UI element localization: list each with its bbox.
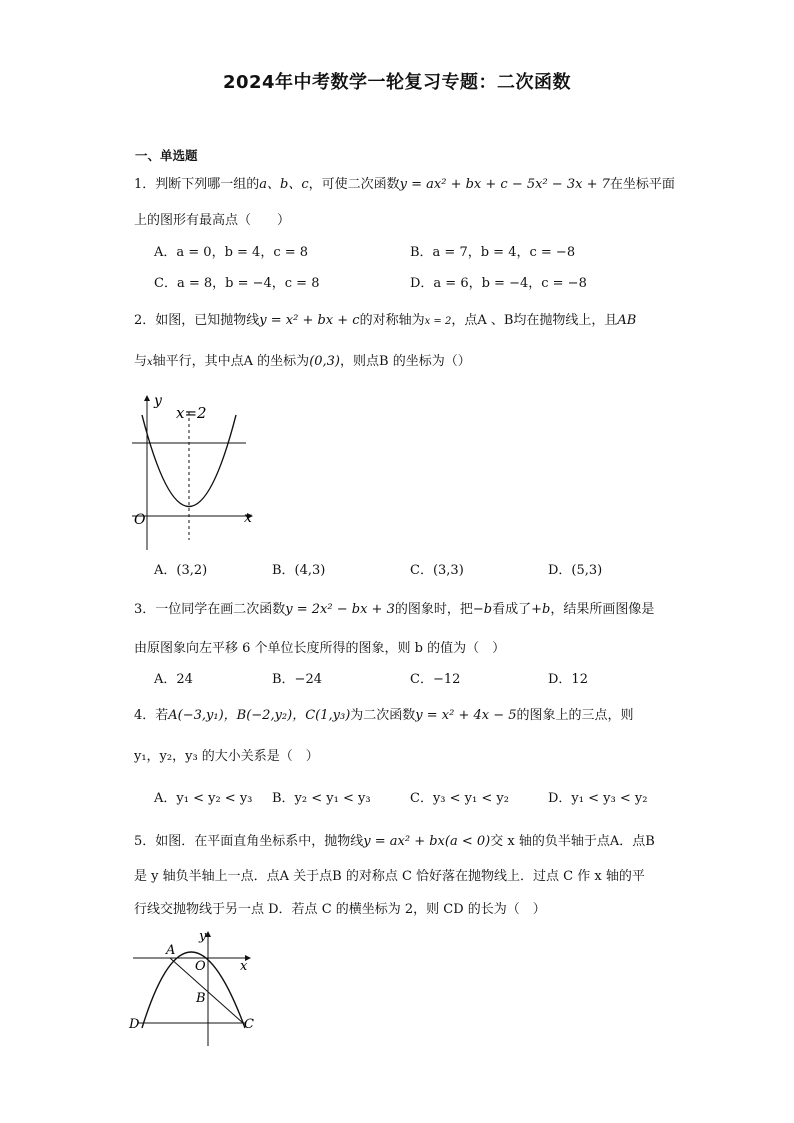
q4-option-d[interactable]: D．y₁ < y₃ < y₂: [548, 791, 648, 806]
q2-option-c[interactable]: C．(3,3): [410, 563, 464, 578]
q4-option-c[interactable]: C．y₃ < y₁ < y₂: [410, 791, 509, 806]
q3-formula: y = 2x² − bx + 3: [285, 602, 395, 617]
q3-option-b[interactable]: B．−24: [272, 672, 322, 687]
q1-formula: y = ax² + bx + c − 5x² − 3x + 7: [399, 177, 610, 192]
q1-abc: a、b、c: [259, 177, 309, 192]
q4-option-a[interactable]: A．y₁ < y₂ < y₃: [154, 791, 253, 806]
q2-origin-label: O: [134, 512, 146, 528]
q2-x-label: x: [244, 510, 252, 526]
q1-line2: 上的图形有最高点（ ）: [134, 213, 291, 228]
q2-line1: [134, 312, 636, 331]
q2-text2-mid: 轴平行，其中点A 的坐标为: [152, 354, 310, 369]
q3-line1: [134, 601, 654, 619]
q5-label-x: x: [240, 959, 248, 974]
page-title: 2024年中考数学一轮复习专题：二次函数: [222, 72, 572, 93]
q5-text-pre: 5．如图．在平面直角坐标系中，抛物线: [134, 834, 364, 849]
q4-line2: y₁，y₂，y₃ 的大小关系是（ ）: [134, 749, 319, 764]
q2-coord-a: (0,3): [309, 354, 341, 369]
q3-plus-b: +b: [531, 602, 551, 617]
q3-option-c[interactable]: C．−12: [410, 672, 461, 687]
q2-text-post: ，点A 、B均在抛物线上，且: [451, 313, 618, 328]
q3-text-mid2: 看成了: [492, 602, 532, 617]
q2-axis: x = 2: [424, 316, 452, 327]
q5-label-d: D: [129, 1017, 140, 1032]
q2-y-label: y: [154, 393, 162, 409]
q5-text-post: 交 x 轴的负半轴于点A．点B: [490, 834, 655, 849]
q5-line2: 是 y 轴负半轴上一点．点A 关于点B 的对称点 C 恰好落在抛物线上．过点 C 作 x 轴的平: [134, 869, 645, 884]
q2-axis-label: x=2: [176, 404, 207, 422]
q2-option-a[interactable]: A．(3,2): [154, 563, 208, 578]
q5-label-c: C: [244, 1017, 254, 1032]
q4-points: A(−3,y₁)，B(−2,y₂)，C(1,y₃): [168, 708, 351, 723]
q4-formula: y = x² + 4x − 5: [415, 708, 517, 723]
q5-label-b: B: [196, 991, 206, 1006]
q3-text-post: ，结果所画图像是: [550, 602, 655, 617]
q1-option-d[interactable]: D．a = 6，b = −4，c = −8: [410, 276, 587, 291]
q5-label-a: A: [166, 943, 176, 958]
q2-ab: AB: [617, 313, 637, 328]
q1-text-mid: ，可使二次函数: [308, 177, 400, 192]
q5-figure: [128, 928, 258, 1048]
q2-option-b[interactable]: B．(4,3): [272, 563, 326, 578]
q5-formula: y = ax² + bx(a < 0): [363, 834, 491, 849]
q1-option-b[interactable]: B．a = 7，b = 4，c = −8: [410, 245, 576, 260]
q3-text-pre: 3．一位同学在画二次函数: [134, 602, 286, 617]
q2-text-pre: 2．如图，已知抛物线: [134, 313, 260, 328]
q1-option-a[interactable]: A．a = 0，b = 4，c = 8: [154, 245, 309, 260]
q5-label-y: y: [199, 929, 207, 944]
q2-xvar: x: [147, 357, 153, 368]
q2-line2: [134, 353, 471, 372]
q3-text-mid: 的图象时，把: [394, 602, 473, 617]
q5-ac-segment: [170, 958, 243, 1023]
section-heading: 一、单选题: [135, 148, 198, 163]
q5-line1: [134, 833, 655, 851]
q5-line3: 行线交抛物线于另一点 D．若点 C 的横坐标为 2，则 CD 的长为（ ）: [134, 902, 546, 917]
q2-parabola-figure: [130, 390, 260, 555]
q1-text-post: 在坐标平面: [609, 177, 675, 192]
q1-line1: [134, 176, 675, 194]
q3-line2: 由原图象向左平移 6 个单位长度所得的图象，则 b 的值为（ ）: [134, 641, 506, 656]
q2-text-mid: 的对称轴为: [359, 313, 425, 328]
q4-text-pre: 4．若: [134, 708, 169, 723]
q2-formula: y = x² + bx + c: [259, 313, 360, 328]
q4-line1: [134, 707, 634, 725]
q5-parabola: [142, 952, 245, 1028]
q3-option-d[interactable]: D．12: [548, 672, 588, 687]
q3-option-a[interactable]: A．24: [154, 672, 193, 687]
q5-label-o: O: [195, 959, 206, 974]
q2-text2-post: ，则点B 的坐标为（）: [340, 354, 471, 369]
q4-option-b[interactable]: B．y₂ < y₁ < y₃: [272, 791, 371, 806]
q1-option-c[interactable]: C．a = 8，b = −4，c = 8: [154, 276, 320, 291]
q3-minus-b: −b: [472, 602, 493, 617]
q1-text-pre: 1．判断下列哪一组的: [134, 177, 260, 192]
q4-text-post: 的图象上的三点，则: [516, 708, 634, 723]
q4-text-mid: 为二次函数: [350, 708, 416, 723]
q2-option-d[interactable]: D．(5,3): [548, 563, 603, 578]
q2-text2-pre: 与: [134, 354, 148, 369]
